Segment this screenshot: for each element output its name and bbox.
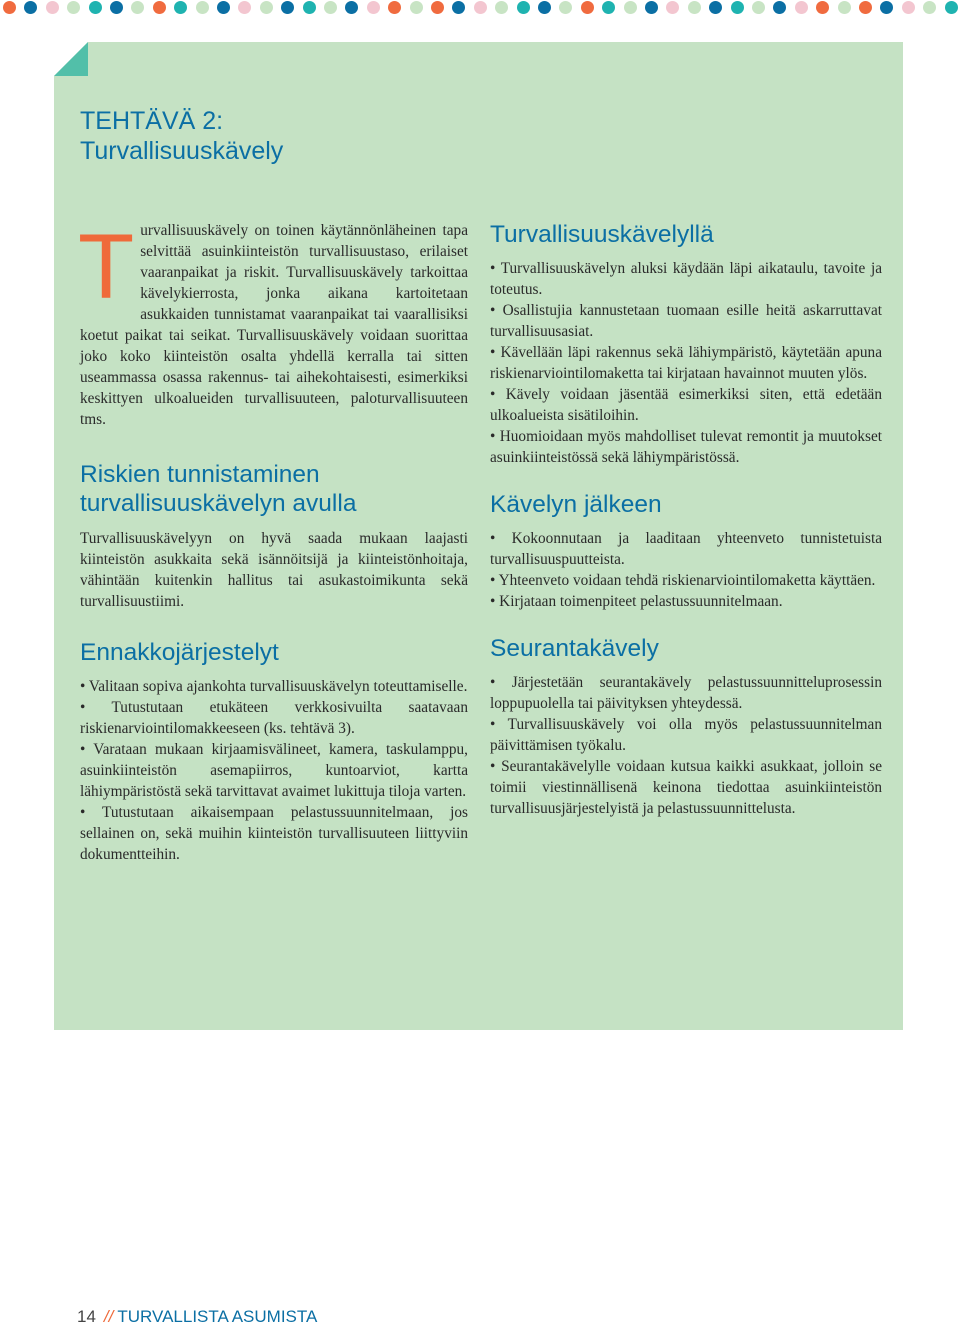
list-item: • Turvallisuuskävelyn aluksi käydään läpi aikataulu, tavoite ja toteutus. [490, 260, 882, 298]
decorative-dot [174, 1, 187, 14]
footer-label: TURVALLISTA ASUMISTA [117, 1307, 318, 1326]
decorative-dot [795, 1, 808, 14]
decorative-dot [688, 1, 701, 14]
riskien-paragraph: Turvallisuuskävelyyn on hyvä saada mukaan laajasti kiinteistön asukkaita sekä isännöitsijä ja kiinteistönhoitaja, vähintään kuitenkin hallitus tai asukastoimikunta sekä turvallisuustiimi. [80, 530, 468, 610]
decorative-dot [773, 1, 786, 14]
jalkeen-list [490, 528, 882, 612]
list-item: • Tutustutaan etukäteen verkkosivuilta saatavaan riskienarviointilomakkeeseen (ks. tehtävä 3). [80, 699, 468, 737]
decorative-dot [89, 1, 102, 14]
list-item: • Järjestetään seurantakävely pelastussuunnitteluprosessin loppupuolella tai päivityksen yhteydessä. [490, 674, 882, 712]
drop-cap: T [78, 216, 135, 318]
page-footer [77, 1306, 317, 1328]
page-title [80, 106, 283, 166]
decorative-dot [624, 1, 637, 14]
decorative-dot [880, 1, 893, 14]
heading-kavelylla: Turvallisuuskävelyllä [490, 221, 714, 248]
heading-riskien: Riskien tunnistaminen turvallisuuskävelyn avulla [80, 461, 357, 517]
decorative-dot [517, 1, 530, 14]
decorative-dot [495, 1, 508, 14]
decorative-dot [752, 1, 765, 14]
decorative-dot [538, 1, 551, 14]
corner-fold-icon [54, 42, 88, 76]
page-number: 14 [77, 1307, 96, 1326]
ennakko-list [80, 676, 468, 865]
decorative-dot [559, 1, 572, 14]
decorative-dot [345, 1, 358, 14]
intro-paragraph [78, 216, 468, 430]
right-column [490, 220, 882, 819]
list-item: • Huomioidaan myös mahdolliset tulevat remontit ja muutokset asuinkiinteistössä sekä lähiympäristössä. [490, 428, 882, 466]
intro-text: urvallisuuskävely on toinen käytännönläheinen tapa selvittää asuinkiinteistön turvallisuustaso, erilaiset vaaranpaikat ja riskit. Turvallisuuskävely tarkoittaa kävelykierrosta, jonka aikana kartoitetaan asukkaiden tunnistamat vaaranpaikat tai vaarallisiksi koetut paikat tai seikat. Turvallisuuskävely voidaan suorittaa joko koko kiinteistön osalta yhdellä kerralla tai sitten useammassa osassa rakennus- tai aihekohtaisesti, esimerkiksi keskittyen ulkoalueiden turvallisuuteen, paloturvallisuuteen tms. [80, 222, 468, 428]
decorative-dot [838, 1, 851, 14]
decorative-dot [24, 1, 37, 14]
list-item: • Varataan mukaan kirjaamisvälineet, kamera, taskulamppu, asuinkiinteistön asemapiirros, kuntoarviot, kartta lähiympäristöstä sekä tarvittavat avaimet lukittuja tiloja varten. [80, 741, 468, 800]
decorative-dot [902, 1, 915, 14]
kavelylla-list [490, 258, 882, 468]
decorative-dot [67, 1, 80, 14]
list-item: • Valitaan sopiva ajankohta turvallisuuskävelyn toteuttamiselle. [80, 678, 468, 695]
decorative-dot [666, 1, 679, 14]
heading-seuranta: Seurantakävely [490, 635, 659, 662]
decorative-dot [923, 1, 936, 14]
decorative-dot [859, 1, 872, 14]
decorative-dot [581, 1, 594, 14]
decorative-dot [367, 1, 380, 14]
decorative-dot [131, 1, 144, 14]
footer-separator: // [103, 1307, 114, 1326]
title-line-2: Turvallisuuskävely [80, 137, 284, 165]
list-item: • Kävely voidaan jäsentää esimerkiksi siten, että edetään ulkoalueista sisätiloihin. [490, 386, 882, 424]
decorative-dot [303, 1, 316, 14]
decorative-dot [153, 1, 166, 14]
list-item: • Seurantakävelylle voidaan kutsua kaikki asukkaat, jolloin se toimii viestinnällisenä keinona tiedottaa asuinkiinteistön turvallisuusjärjestelyistä ja pelastussuunnittelusta. [490, 758, 882, 817]
decorative-dot [602, 1, 615, 14]
heading-jalkeen: Kävelyn jälkeen [490, 491, 662, 518]
decorative-dot [260, 1, 273, 14]
list-item: • Kirjataan toimenpiteet pelastussuunnitelmaan. [490, 593, 783, 610]
decorative-dot [46, 1, 59, 14]
decorative-dot [410, 1, 423, 14]
list-item: • Turvallisuuskävely voi olla myös pelastussuunnitelman päivittämisen työkalu. [490, 716, 882, 754]
list-item: • Osallistujia kannustetaan tuomaan esille heitä askarruttavat turvallisuusasiat. [490, 302, 882, 340]
list-item: • Kokoonnutaan ja laaditaan yhteenveto tunnistetuista turvallisuuspuutteista. [490, 530, 882, 568]
decorative-dot [816, 1, 829, 14]
list-item: • Kävellään läpi rakennus sekä lähiympäristö, käytetään apuna riskienarviointilomaketta tai kirjataan havainnot muuten ylös. [490, 344, 882, 382]
decorative-dot [431, 1, 444, 14]
decorative-dot [731, 1, 744, 14]
heading-ennakko: Ennakkojärjestelyt [80, 639, 279, 666]
decorative-dot [709, 1, 722, 14]
list-item: • Tutustutaan aikaisempaan pelastussuunnitelmaan, jos sellainen on, sekä muihin kiinteistön turvallisuuteen liittyviin dokumentteihin. [80, 804, 468, 863]
decorative-dot [324, 1, 337, 14]
decorative-dot [645, 1, 658, 14]
decorative-dot [474, 1, 487, 14]
decorative-dot [217, 1, 230, 14]
decorative-dot [281, 1, 294, 14]
decorative-dot [110, 1, 123, 14]
decorative-dot [388, 1, 401, 14]
decorative-dot [238, 1, 251, 14]
title-line-1: TEHTÄVÄ 2: [80, 107, 224, 135]
list-item: • Yhteenveto voidaan tehdä riskienarviointilomaketta käyttäen. [490, 572, 876, 589]
decorative-dot [452, 1, 465, 14]
decorative-dot [3, 1, 16, 14]
decorative-dot-row [0, 0, 960, 18]
decorative-dot [196, 1, 209, 14]
left-column [78, 216, 468, 865]
seuranta-list [490, 672, 882, 819]
decorative-dot [945, 1, 958, 14]
